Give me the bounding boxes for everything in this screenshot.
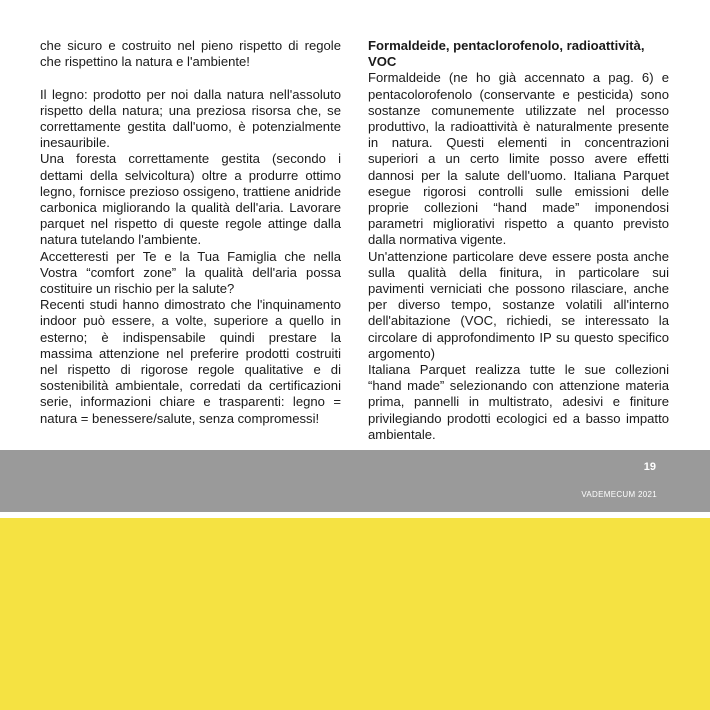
paragraph: Il legno: prodotto per noi dalla natura nell'assoluto rispetto della natura; una preziosa risorsa che, se correttamente gestita dall'uomo, è potenzialmente inesauribile. (40, 86, 341, 151)
right-text-column (368, 38, 669, 443)
footer-publication-label: VADEMECUM 2021 (581, 490, 657, 499)
left-text-column (40, 38, 341, 427)
paragraph: Una foresta correttamente gestita (secondo i dettami della selvicoltura) oltre a produrre ottimo legno, fornisce prezioso ossigeno, trattiene anidride carbonica migliorando la qualità dell'aria. Lavorare parquet nel rispetto di queste regole attinge dalla natura tutelando l'ambiente. (40, 151, 341, 248)
yellow-color-block (0, 518, 710, 710)
footer-bar (0, 450, 710, 512)
paragraph: che sicuro e costruito nel pieno rispetto di regole che rispettino la natura e l'ambiente! (40, 38, 341, 70)
paragraph: Recenti studi hanno dimostrato che l'inquinamento indoor può essere, a volte, superiore a quello in esterno; è indispensabile quindi prestare la massima attenzione nel preferire prodotti costruiti nel rispetto di rigorose regole qualitative e di sostenibilità ambientale, corredati da certificazioni serie, informazioni chiare e trasparenti: legno = natura = benessere/salute, senza compromessi! (40, 297, 341, 426)
paragraph: Formaldeide (ne ho già accennato a pag. 6) e pentacolorofenolo (conservante e pesticida) sono sostanze comunemente utilizzate nel processo produttivo, la radioattività è naturalmente presente in natura. Questi elementi in concentrazioni superiori a un certo limite posso avere effetti dannosi per la salute dell'uomo. Italiana Parquet esegue rigorosi controlli sulle emissioni delle proprie collezioni “hand made” imponendosi parametri migliorativi rispetto a quanto previsto dalla normativa vigente. (368, 70, 669, 248)
paragraph: Accetteresti per Te e la Tua Famiglia che nella Vostra “comfort zone” la qualità dell'aria possa costituire un rischio per la salute? (40, 248, 341, 297)
paragraph: Italiana Parquet realizza tutte le sue collezioni “hand made” selezionando con attenzione materia prima, pannelli in multistrato, adesivi e finiture privilegiando prodotti ecologici ed a basso impatto ambientale. (368, 362, 669, 442)
section-heading: Formaldeide, pentaclorofenolo, radioattività, VOC (368, 38, 645, 70)
paragraph: Un'attenzione particolare deve essere posta anche sulla qualità della finitura, in particolare sui pavimenti verniciati che possono rilasciare, anche per diverso tempo, sostanze volatili all'interno dell'abitazione (VOC, richiedi, se interessato la circolare di approfondimento IP su questo specifico argomento) (368, 248, 669, 361)
page-number: 19 (643, 461, 656, 473)
